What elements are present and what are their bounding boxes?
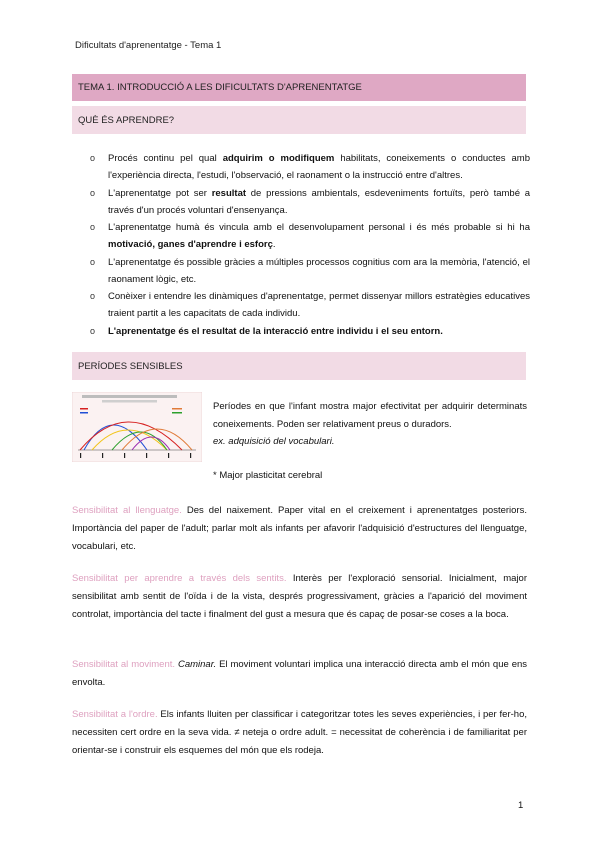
bullet-text: Procés continu pel qual [108,153,223,164]
paragraph-text: Des del naixement. Paper vital en el creixement i aprenentatges posteriors. Importància del paper de l'adult; parlar molt als infants per afavorir l'adquisició d'estructures del llenguatge, vocabulari, etc. [72,505,527,552]
paragraph-text: Els infants lluiten per classificar i categoritzar totes les seves experiències, i per fer-ho, necessiten cert ordre en la seva vida. ≠ neteja o ordre adult. = necessitat de coherència i de familiaritat per orientar-se i construir els esquemes del món que els rodeja. [72,709,527,756]
bullet-text: Conèixer i entendre les dinàmiques d'aprenentatge, permet dissenyar millors estratègies educatives traient partit a les capacitats de cada individu. [108,291,530,319]
bullet-text: habilitats, coneixements o conductes amb l'experiència directa, l'estudi, l'observació, el raonament o la instrucció entre d'altres. [108,153,531,181]
paragraph-text: El moviment voluntari implica una interacció directa amb el món que ens envolta. [72,659,528,688]
chapter-title-band [72,74,526,101]
sensitive-periods-definition [213,398,527,451]
paragraph-title: Sensibilitat a l'ordre. [72,709,158,720]
bullet-text: L'aprenentatge humà és vincula amb el desenvolupament personal i és més probable si hi ha [108,222,530,233]
list-item [90,288,530,322]
bullet-bold-text: L'aprenentatge és el resultat de la interacció entre individu i el seu entorn. [108,325,443,337]
bullet-bold-text: motivació, ganes d'aprendre i esforç [108,239,273,250]
paragraph-text: Interès per l'exploració sensorial. Inicialment, major sensibilitat amb sentit de l'oïda i de la vista, després progressivament, gràcies a l'aparició del moviment controlat, importància del tacte i finalment del gust a mesura que és capaç de posar-se coses a la boca. [72,573,528,620]
section-heading-band [72,106,526,134]
page-number: 1 [518,800,524,811]
bullet-bold-text: adquirim o modifiquem [222,153,335,164]
list-item [90,323,530,340]
bullet-marker: o [90,291,96,301]
bullet-marker: o [90,256,96,267]
definition-text: Períodes en que l'infant mostra major efectivitat per adquirir determinats coneixements. Poden ser relativament preus o duradors. [213,401,527,430]
bullet-bold-text: resultat [211,187,247,199]
definition-bullet-list [90,150,530,340]
list-item [90,219,530,253]
bullet-text: . [272,239,276,250]
bullet-marker: o [90,222,96,232]
list-item [90,150,530,184]
paragraph-ordre [72,706,527,760]
paragraph-title: Sensibilitat per aprendre a través dels sentits. [72,573,287,584]
list-item [90,254,530,288]
list-item [90,185,530,219]
section-heading-band [72,352,526,380]
bullet-marker: o [90,153,96,163]
paragraph-llenguatge [72,502,527,556]
paragraph-title: Sensibilitat al llenguatge. [72,505,182,516]
paragraph-italic: Caminar. [175,659,217,670]
paragraph-title: Sensibilitat al moviment. [72,659,176,670]
chapter-title: TEMA 1. INTRODUCCIÓ A LES DIFICULTATS D'APRENENTATGE [78,82,362,93]
bullet-text: L'aprenentatge pot ser [108,187,212,199]
paragraph-moviment [72,656,527,692]
section-heading-periodes-sensibles: PERÍODES SENSIBLES [78,360,183,372]
definition-example: ex. adquisició del vocabulari. [213,436,335,447]
bullet-text: L'aprenentatge és possible gràcies a múltiples processos cognitius com ara la memòria, l'atenció, el raonament lògic, etc. [108,256,530,285]
paragraph-sentits [72,570,527,624]
sensitive-periods-figure [72,392,202,462]
section-heading-que-es-aprendre: QUÈ ÉS APRENDRE? [78,114,175,126]
bullet-marker: o [90,325,96,336]
plasticity-note: * Major plasticitat cerebral [213,470,323,481]
running-header: Dificultats d'aprenentatge - Tema 1 [75,40,222,51]
bullet-text: de pressions ambientals, esdeveniments fortuïts, però també a través d'un procés voluntari d'ensenyança. [108,187,530,216]
bullet-marker: o [90,187,96,198]
